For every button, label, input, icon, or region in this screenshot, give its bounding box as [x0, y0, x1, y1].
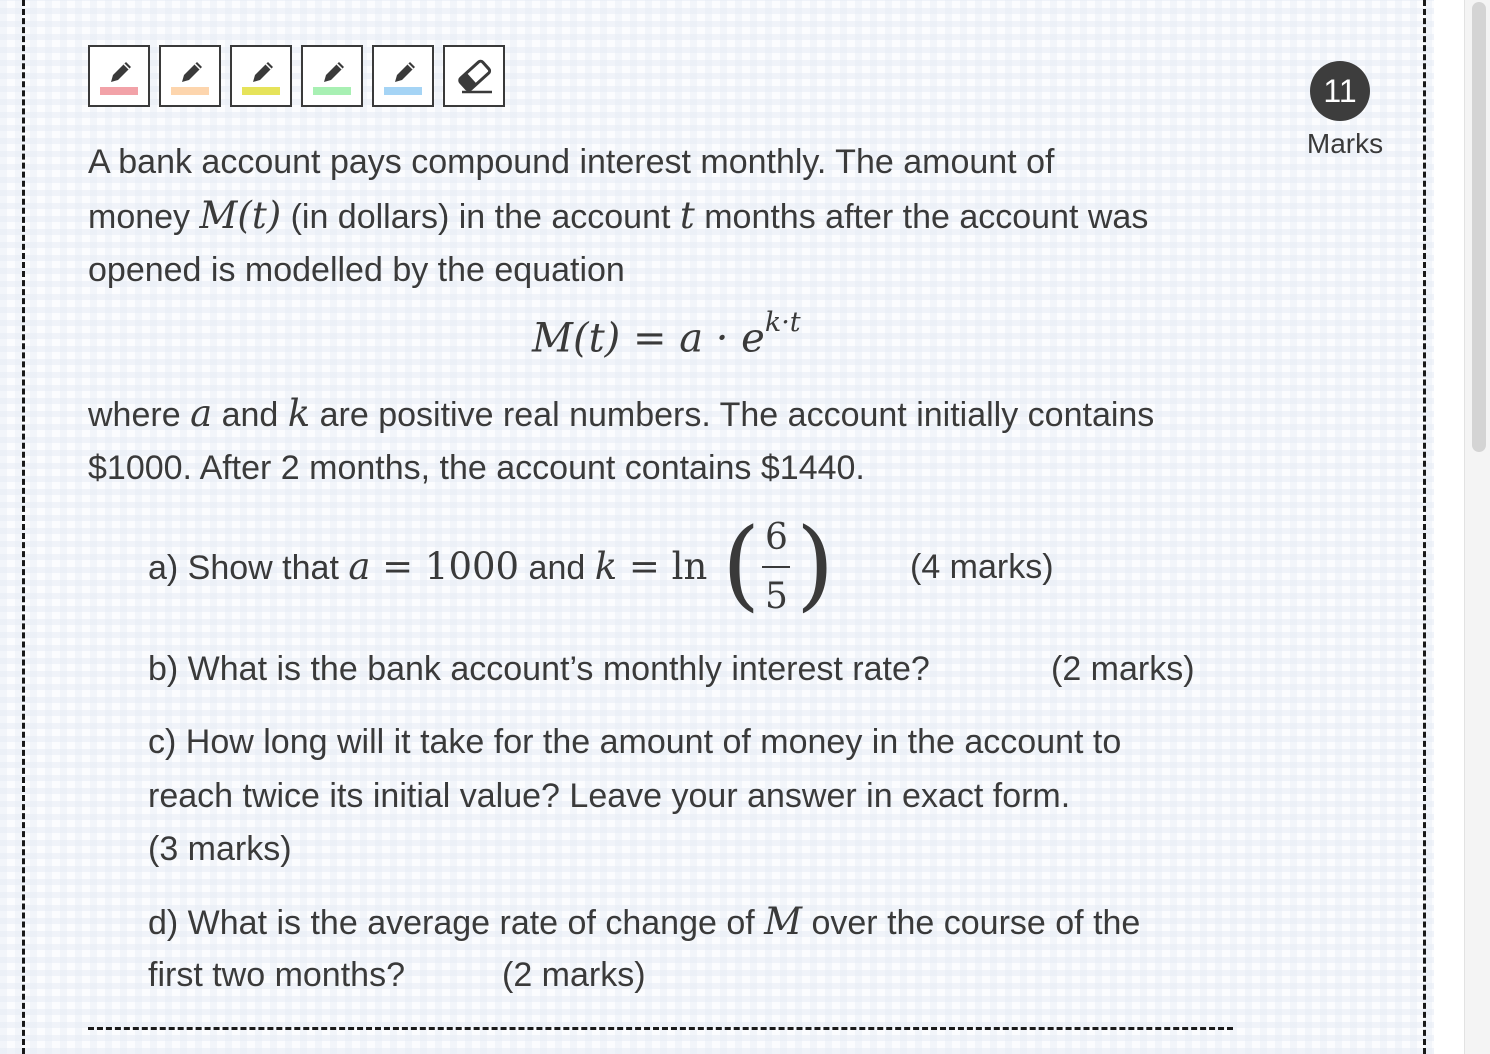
eraser-button[interactable] — [443, 45, 505, 107]
intro-line-3: opened is modelled by the equation — [88, 251, 625, 289]
dashed-divider — [88, 1027, 1233, 1030]
marks-label: Marks — [1306, 128, 1384, 159]
part-c-marks: (3 marks) — [148, 830, 292, 868]
model-equation — [532, 307, 801, 362]
color-swatch — [242, 87, 280, 95]
part-a-text: and — [519, 549, 595, 587]
equation-exponent: k·t — [764, 307, 801, 338]
color-swatch — [100, 87, 138, 95]
left-paren: ( — [722, 508, 761, 622]
fraction-denominator: 5 — [765, 576, 788, 617]
part-c-line-1: c) How long will it take for the amount of money in the account to — [148, 723, 1122, 761]
pen-red-button[interactable] — [88, 45, 150, 107]
math-expr: = 1000 — [370, 545, 520, 588]
pencil-icon — [107, 58, 135, 86]
part-d-line-1 — [148, 895, 1140, 950]
color-swatch — [171, 87, 209, 95]
part-d-marks: (2 marks) — [502, 956, 646, 994]
pen-yellow-button[interactable] — [230, 45, 292, 107]
fraction-numerator: 6 — [765, 517, 788, 558]
where-text: where — [88, 396, 191, 434]
part-c-line-2: reach twice its initial value? Leave your answer in exact form. — [148, 777, 1071, 815]
part-d-text: d) What is the average rate of change of — [148, 904, 765, 942]
part-d-line-2: first two months? — [148, 956, 405, 994]
annotation-toolbar — [88, 45, 505, 107]
pen-orange-button[interactable] — [159, 45, 221, 107]
math-expr: = ln — [617, 545, 708, 588]
math-var: k — [594, 545, 618, 588]
where-text: are positive real numbers. The account initially contains — [310, 396, 1155, 434]
scrollbar-thumb[interactable] — [1472, 2, 1486, 452]
pencil-icon — [320, 58, 348, 86]
math-var: a — [190, 392, 213, 435]
intro-line-1: A bank account pays compound interest monthly. The amount of — [88, 143, 1055, 181]
dashed-border-right — [1423, 0, 1426, 1054]
right-paren: ) — [796, 508, 835, 622]
fraction-bar — [762, 566, 790, 568]
math-var: t — [679, 194, 695, 237]
math-var: M — [764, 900, 803, 943]
part-d-text: over the course of the — [802, 904, 1141, 942]
dashed-border-left — [22, 0, 25, 1054]
intro-text: months after the account was — [694, 198, 1149, 236]
intro-text: (in dollars) in the account — [281, 198, 680, 236]
eraser-icon — [454, 55, 496, 97]
part-a — [148, 540, 707, 595]
pen-blue-button[interactable] — [372, 45, 434, 107]
equation-body: M(t) = a · e — [532, 315, 765, 362]
color-swatch — [384, 87, 422, 95]
marks-count-badge: 11 — [1310, 61, 1370, 121]
pencil-icon — [249, 58, 277, 86]
where-line — [88, 387, 1154, 442]
part-a-marks: (4 marks) — [910, 548, 1054, 586]
intro-line-2 — [88, 189, 1148, 244]
initial-line: $1000. After 2 months, the account contains $1440. — [88, 449, 865, 487]
where-text: and — [212, 396, 288, 434]
pen-green-button[interactable] — [301, 45, 363, 107]
pencil-icon — [178, 58, 206, 86]
color-swatch — [313, 87, 351, 95]
part-b: b) What is the bank account’s monthly interest rate? — [148, 650, 930, 688]
math-var: M(t) — [199, 194, 282, 237]
math-var: k — [287, 392, 311, 435]
part-a-text: a) Show that — [148, 549, 349, 587]
part-b-marks: (2 marks) — [1051, 650, 1195, 688]
intro-text: money — [88, 198, 200, 236]
math-var: a — [348, 545, 371, 588]
pencil-icon — [391, 58, 419, 86]
